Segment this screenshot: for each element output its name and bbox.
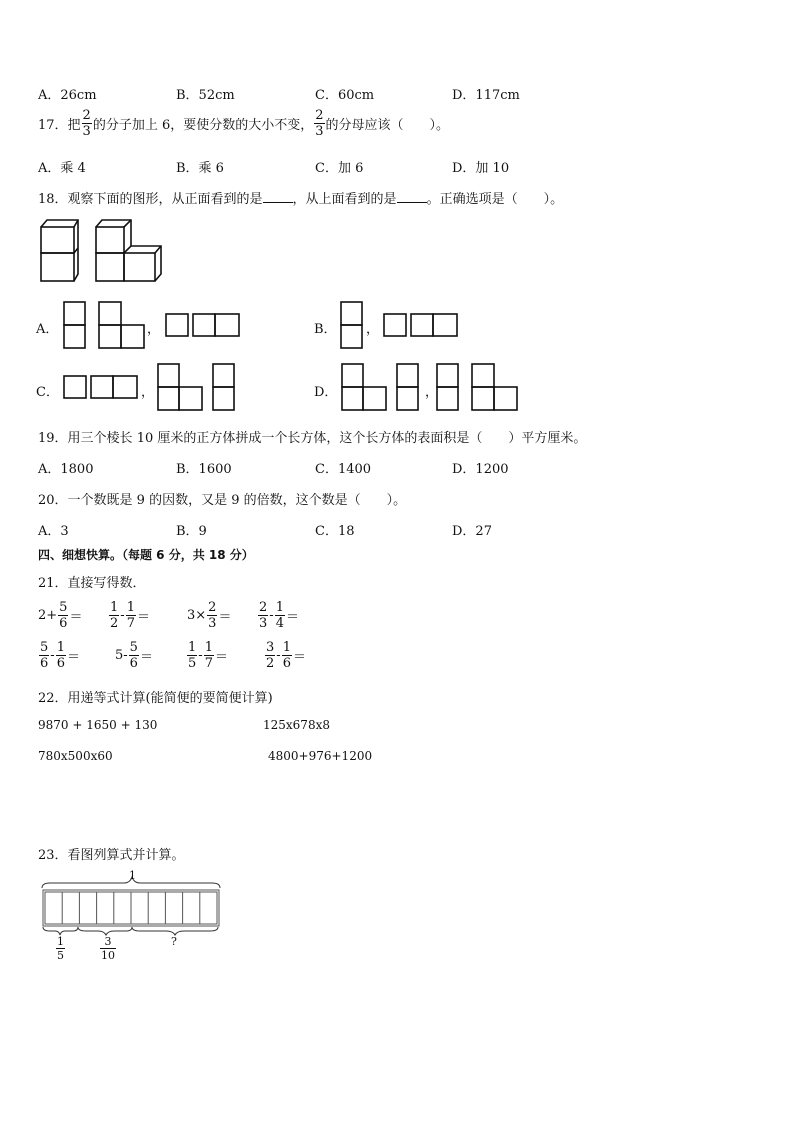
q21-r2-c1 [38, 640, 80, 671]
denominator: 4 [275, 616, 284, 631]
numerator: 1 [57, 935, 64, 948]
numerator: 1 [56, 640, 65, 655]
q23-unknown-label: ? [171, 935, 177, 948]
question-20: 20．一个数既是 9 的因数，又是 9 的倍数，这个数是（ ）。 [38, 493, 407, 508]
answer-blank [263, 190, 293, 203]
q21-title: 21．直接写得数． [38, 576, 146, 591]
q16-option-d: D．117cm [452, 88, 520, 103]
numerator: 5 [59, 600, 68, 615]
operator: - [120, 608, 125, 623]
q19-edge-length: 10 [136, 431, 154, 446]
denominator: 6 [282, 656, 291, 671]
q17-option-a: A．乘 4 [38, 161, 86, 176]
fraction [129, 640, 139, 671]
q18-option-b-comma: ， [366, 322, 380, 337]
q19-option-c: C．1400 [315, 462, 372, 477]
q16-option-c: C．60cm [315, 88, 375, 103]
denominator: 7 [126, 616, 135, 631]
denominator: 3 [315, 124, 324, 139]
numerator: 5 [40, 640, 49, 655]
q19-text-b: 厘米的正方体拼成一个长方体，这个长方体的表面积是（ ）平方厘米。 [153, 431, 587, 446]
denominator: 6 [129, 656, 138, 671]
q18-text-c: 。正确选项是（ ）。 [426, 192, 564, 207]
q22-expr-3: 780x500x60 [38, 749, 113, 763]
numerator: 1 [126, 600, 135, 615]
denominator: 6 [56, 656, 65, 671]
operator: - [198, 648, 203, 663]
q23-title: 23．看图列算式并计算。 [38, 848, 185, 863]
numerator: 2 [208, 600, 217, 615]
q18-option-a-label: A． [36, 322, 59, 337]
fraction [204, 640, 214, 671]
q17-middle: 的分子加上 6，要使分数的大小不变， [92, 118, 314, 133]
q17-option-d: D．加 10 [452, 161, 510, 176]
fraction [282, 640, 292, 671]
q20-option-d: D．27 [452, 524, 492, 539]
fraction [39, 640, 49, 671]
fraction [207, 600, 217, 631]
denominator: 2 [110, 616, 119, 631]
lead: 3× [187, 608, 207, 623]
denominator: 3 [259, 616, 268, 631]
q18-text-b: ，从上面看到的是 [292, 192, 397, 207]
fraction [56, 640, 66, 671]
q22-title: 22．用递等式计算(能简便的要简便计算) [38, 691, 273, 706]
numerator: 3 [100, 935, 116, 949]
q17-option-b: B．乘 6 [176, 161, 224, 176]
q23-fraction-1 [56, 935, 65, 962]
q17-suffix: 的分母应该（ ）。 [325, 118, 450, 133]
q23-total-label: 1 [129, 869, 136, 882]
q20-option-a: A．3 [38, 524, 69, 539]
equals: ＝ [292, 650, 306, 665]
q21-r2-c3 [186, 640, 228, 671]
numerator: 2 [315, 108, 324, 123]
q21-r1-c1 [38, 600, 82, 631]
equals: ＝ [214, 650, 228, 665]
q21-r2-c2 [115, 640, 153, 671]
q18-text-a: 18．观察下面的图形，从正面看到的是 [38, 192, 263, 207]
q17-fraction-2 [314, 108, 324, 139]
q22-expr-2: 125x678x8 [263, 718, 330, 732]
question-17 [38, 108, 449, 139]
q18-option-d-comma: ， [425, 385, 439, 400]
question-18 [38, 188, 563, 207]
numerator: 2 [259, 600, 268, 615]
q23-fraction-2 [100, 935, 116, 962]
denominator: 5 [188, 656, 197, 671]
operator: - [269, 608, 274, 623]
operator: - [276, 648, 281, 663]
q16-option-b: B．52cm [176, 88, 235, 103]
q23-bottom-braces [40, 926, 240, 946]
operator: - [50, 648, 55, 663]
lead: 5- [115, 648, 128, 663]
q17-prefix: 17．把 [38, 118, 81, 133]
q19-option-b: B．1600 [176, 462, 232, 477]
denominator: 10 [101, 949, 115, 962]
lead: 2+ [38, 608, 58, 623]
q19-text-a: 19．用三个棱长 [38, 431, 137, 446]
q21-r1-c4 [257, 600, 299, 631]
q19-option-a: A．1800 [38, 462, 94, 477]
q22-expr-1: 9870 + 1650 + 130 [38, 718, 158, 732]
q17-option-c: C．加 6 [315, 161, 364, 176]
q23-bar-diagram [40, 876, 240, 926]
denominator: 3 [82, 124, 91, 139]
question-19 [38, 427, 586, 446]
section-4-heading: 四、细想快算。（每题 6 分，共 18 分） [38, 548, 254, 562]
numerator: 1 [282, 640, 291, 655]
q18-option-b-label: B． [314, 322, 337, 337]
q19-option-d: D．1200 [452, 462, 509, 477]
fraction [187, 640, 197, 671]
q18-option-c-views [62, 362, 247, 414]
q20-option-c: C．18 [315, 524, 355, 539]
numerator: 1 [204, 640, 213, 655]
q16-option-a: A．26cm [38, 88, 97, 103]
denominator: 2 [266, 656, 275, 671]
answer-blank [397, 190, 427, 203]
fraction [258, 600, 268, 631]
denominator: 7 [204, 656, 213, 671]
numerator: 2 [82, 108, 91, 123]
fraction [58, 600, 68, 631]
q18-option-d-label: D． [314, 385, 338, 400]
denominator: 6 [59, 616, 68, 631]
fraction [109, 600, 119, 631]
equals: ＝ [136, 610, 150, 625]
equals: ＝ [218, 610, 232, 625]
q18-option-a-comma: ， [147, 322, 161, 337]
numerator: 1 [188, 640, 197, 655]
q21-r1-c3 [187, 600, 231, 631]
denominator: 3 [208, 616, 217, 631]
fraction [275, 600, 285, 631]
q22-expr-4: 4800+976+1200 [268, 749, 373, 763]
q21-r2-c4 [264, 640, 306, 671]
equals: ＝ [69, 610, 83, 625]
q17-fraction-1 [82, 108, 92, 139]
equals: ＝ [139, 650, 153, 665]
equals: ＝ [285, 610, 299, 625]
equals: ＝ [66, 650, 80, 665]
q18-option-c-comma: ， [141, 385, 155, 400]
numerator: 5 [129, 640, 138, 655]
fraction [126, 600, 136, 631]
q18-cube-figure [38, 218, 168, 283]
fraction [265, 640, 275, 671]
denominator: 6 [40, 656, 49, 671]
denominator: 5 [57, 949, 64, 962]
q21-r1-c2 [108, 600, 150, 631]
numerator: 1 [275, 600, 284, 615]
q18-option-b-views [339, 300, 464, 352]
numerator: 1 [110, 600, 119, 615]
numerator: 3 [266, 640, 275, 655]
q20-option-b: B．9 [176, 524, 207, 539]
q18-option-c-label: C． [36, 385, 59, 400]
